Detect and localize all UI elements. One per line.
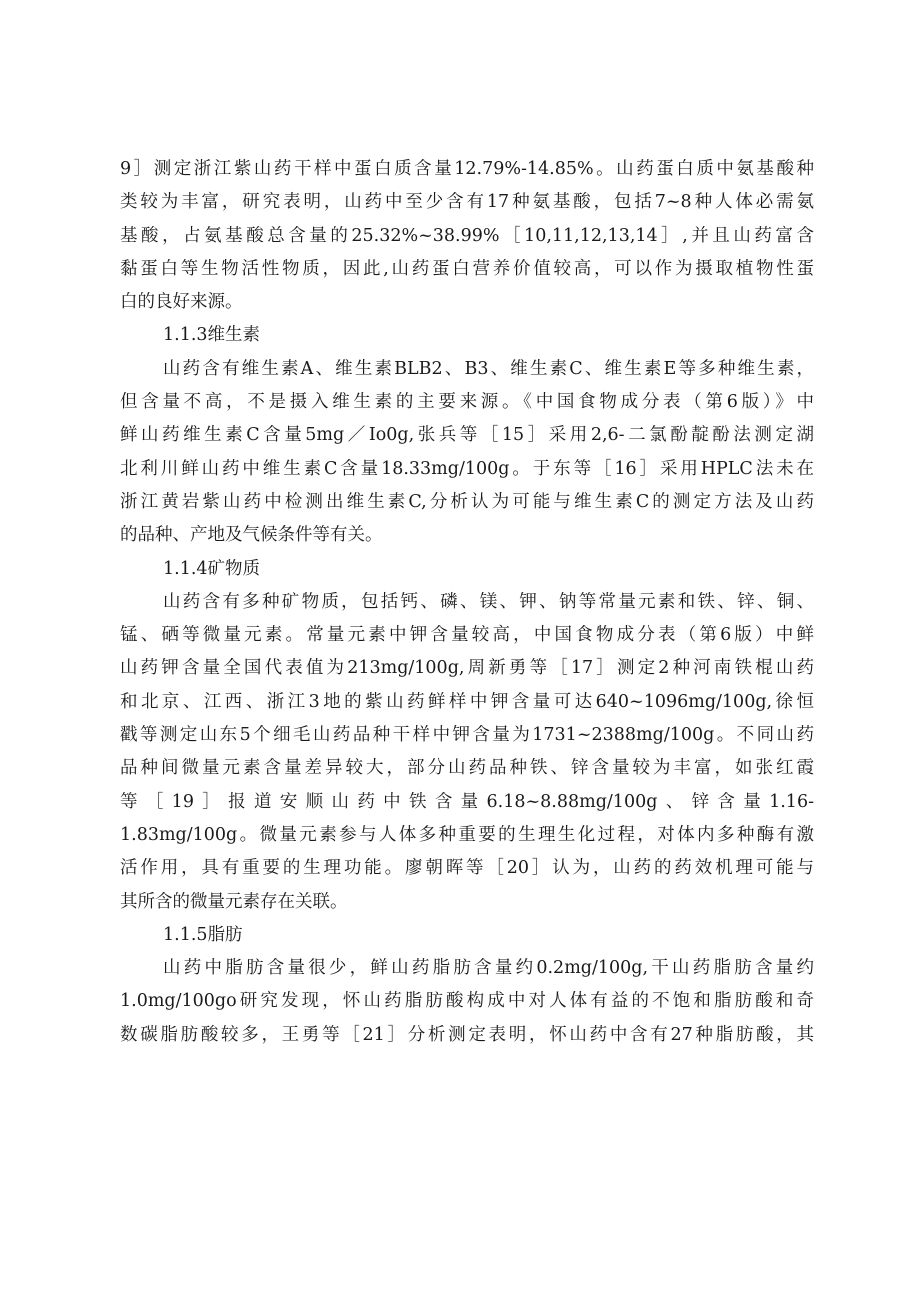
document-body (120, 153, 814, 1052)
text-line: 但含量不高，不是摄入维生素的主要来源。《中国食物成分表（第6版）》中 (120, 392, 814, 413)
text-line: 戳等测定山东5个细毛山药品种干样中钾含量为1731~2388mg/100g。不同山药 (120, 725, 814, 746)
paragraph-protein (120, 153, 814, 319)
section-heading-vitamins: 1.1.3维生素 (163, 325, 261, 346)
text-line: 基酸，占氨基酸总含量的25.32%~38.99%［10,11,12,13,14］,并且山药富含 (120, 225, 814, 246)
paragraph-fat (120, 952, 814, 1052)
text-line: 的品种、产地及气候条件等有关。 (120, 525, 383, 546)
text-line: 黏蛋白等生物活性物质，因此,山药蛋白营养价值较高，可以作为摄取植物性蛋 (120, 258, 814, 279)
paragraph-minerals (120, 586, 814, 919)
text-line: 等［19］报道安顺山药中铁含量6.18~8.88mg/100g、锌含量1.16- (120, 791, 814, 812)
text-line: 锰、硒等微量元素。常量元素中钾含量较高，中国食物成分表（第6版）中鲜 (120, 625, 814, 646)
text-line: 浙江黄岩紫山药中检测出维生素C,分析认为可能与维生素C的测定方法及山药 (120, 491, 814, 512)
text-line: 品种间微量元素含量差异较大，部分山药品种铁、锌含量较为丰富，如张红霞 (120, 758, 814, 779)
text-line: 白的良好来源。 (120, 292, 243, 313)
text-line: 鲜山药维生素C含量5mg／Io0g,张兵等［15］采用2,6-二氯酚靛酚法测定湖 (120, 425, 814, 446)
text-line: 类较为丰富，研究表明，山药中至少含有17种氨基酸，包括7~8种人体必需氨 (120, 192, 814, 213)
section-heading-fat: 1.1.5脂肪 (163, 924, 243, 945)
text-line: 活作用，具有重要的生理功能。廖朝晖等［20］认为，山药的药效机理可能与 (120, 858, 814, 879)
text-line: 1.83mg/100g。微量元素参与人体多种重要的生理生化过程，对体内多种酶有激 (120, 824, 814, 845)
text-line: 数碳脂肪酸较多，王勇等［21］分析测定表明，怀山药中含有27种脂肪酸，其 (120, 1024, 814, 1045)
text-line: 和北京、江西、浙江3地的紫山药鲜样中钾含量可达640~1096mg/100g,徐恒 (120, 691, 814, 712)
paragraph-vitamins (120, 353, 814, 553)
text-line: 9］测定浙江紫山药干样中蛋白质含量12.79%-14.85%。山药蛋白质中氨基酸种 (120, 159, 814, 179)
text-line: 1.0mg/100go研究发现，怀山药脂肪酸构成中对人体有益的不饱和脂肪酸和奇 (120, 991, 814, 1012)
text-line: 北利川鲜山药中维生素C含量18.33mg/100g。于东等［16］采用HPLC法未在 (120, 458, 814, 479)
text-line: 山药钾含量全国代表值为213mg/100g,周新勇等［17］测定2种河南铁棍山药 (120, 658, 814, 679)
section-heading-minerals: 1.1.4矿物质 (163, 558, 261, 579)
text-line: 其所含的微量元素存在关联。 (120, 891, 348, 912)
text-line: 山药含有维生素A、维生素BLB2、B3、维生素C、维生素E等多种维生素， (163, 358, 814, 379)
text-line: 山药中脂肪含量很少，鲜山药脂肪含量约0.2mg/100g,干山药脂肪含量约 (163, 958, 814, 979)
text-line: 山药含有多种矿物质，包括钙、磷、镁、钾、钠等常量元素和铁、锌、铜、 (163, 591, 814, 612)
